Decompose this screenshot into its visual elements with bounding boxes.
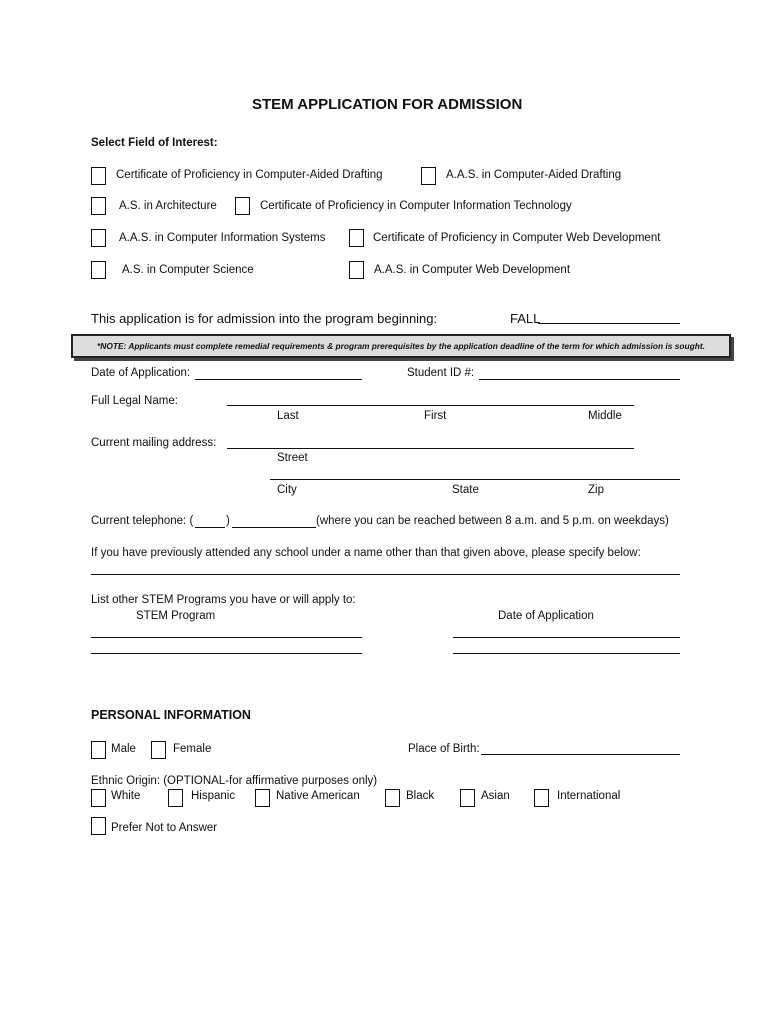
admission-text: This application is for admission into the program beginning:: [91, 311, 438, 326]
program-label-cert-cad: Certificate of Proficiency in Computer-Aided Drafting: [116, 169, 383, 181]
gender-label-male: Male: [111, 743, 136, 755]
other-programs-label: List other STEM Programs you have or will apply to:: [91, 594, 356, 606]
program-label-cert-web: Certificate of Proficiency in Computer Web Development: [373, 232, 661, 244]
note-banner: *NOTE: Applicants must complete remedial requirements & program prerequisites by the application deadline of the term for which admission is sought.: [71, 334, 731, 358]
name-part-last: Last: [277, 410, 299, 422]
other-program-date-field-2[interactable]: [453, 653, 680, 654]
personal-information-heading: PERSONAL INFORMATION: [91, 708, 251, 722]
address-part-city: City: [277, 484, 297, 496]
term-field[interactable]: [538, 323, 680, 324]
gender-checkbox-female[interactable]: [151, 741, 166, 759]
full-legal-name-label: Full Legal Name:: [91, 395, 178, 407]
ethnic-origin-label: Ethnic Origin: (OPTIONAL-for affirmative purposes only): [91, 775, 378, 787]
program-checkbox-cert-cad[interactable]: [91, 167, 106, 185]
previous-name-field[interactable]: [91, 574, 680, 575]
ethnic-checkbox-prefer-not[interactable]: [91, 817, 106, 835]
term-label: FALL: [510, 311, 541, 326]
street-label: Street: [277, 452, 308, 464]
program-label-aas-web: A.A.S. in Computer Web Development: [374, 264, 571, 276]
stem-program-header: STEM Program: [136, 610, 216, 622]
name-part-middle: Middle: [588, 410, 622, 422]
program-checkbox-as-cs[interactable]: [91, 261, 106, 279]
ethnic-label-white: White: [111, 790, 141, 802]
address-part-state: State: [452, 484, 479, 496]
full-legal-name-field[interactable]: [227, 405, 634, 406]
ethnic-label-asian: Asian: [481, 790, 510, 802]
program-checkbox-as-architecture[interactable]: [91, 197, 106, 215]
ethnic-checkbox-asian[interactable]: [460, 789, 475, 807]
ethnic-label-prefer-not: Prefer Not to Answer: [111, 822, 218, 834]
gender-checkbox-male[interactable]: [91, 741, 106, 759]
program-label-aas-cis: A.A.S. in Computer Information Systems: [119, 232, 326, 244]
telephone-label: Current telephone: (: [91, 515, 194, 527]
ethnic-label-international: International: [557, 790, 621, 802]
other-program-field-1[interactable]: [91, 637, 362, 638]
program-checkbox-aas-cad[interactable]: [421, 167, 436, 185]
mailing-address-label: Current mailing address:: [91, 437, 217, 449]
place-of-birth-field[interactable]: [481, 754, 680, 755]
ethnic-checkbox-hispanic[interactable]: [168, 789, 183, 807]
program-label-as-cs: A.S. in Computer Science: [122, 264, 254, 276]
student-id-field[interactable]: [479, 379, 680, 380]
program-label-as-architecture: A.S. in Architecture: [119, 200, 217, 212]
date-of-application-header: Date of Application: [498, 610, 594, 622]
previous-name-text: If you have previously attended any school under a name other than that given above, please specify below:: [91, 547, 641, 559]
telephone-paren-close: ): [226, 515, 230, 527]
ethnic-checkbox-black[interactable]: [385, 789, 400, 807]
program-checkbox-cert-cit[interactable]: [235, 197, 250, 215]
ethnic-label-hispanic: Hispanic: [191, 790, 236, 802]
other-program-field-2[interactable]: [91, 653, 362, 654]
ethnic-label-black: Black: [406, 790, 435, 802]
student-id-label: Student ID #:: [407, 367, 475, 379]
program-checkbox-aas-cis[interactable]: [91, 229, 106, 247]
mailing-city-state-zip-field[interactable]: [270, 479, 680, 480]
ethnic-label-native-american: Native American: [276, 790, 360, 802]
name-part-first: First: [424, 410, 447, 422]
telephone-hint: (where you can be reached between 8 a.m. and 5 p.m. on weekdays): [316, 515, 669, 527]
other-program-date-field-1[interactable]: [453, 637, 680, 638]
program-label-aas-cad: A.A.S. in Computer-Aided Drafting: [446, 169, 622, 181]
address-part-zip: Zip: [588, 484, 604, 496]
mailing-street-field[interactable]: [227, 448, 634, 449]
program-checkbox-cert-web[interactable]: [349, 229, 364, 247]
program-label-cert-cit: Certificate of Proficiency in Computer Information Technology: [260, 200, 572, 212]
place-of-birth-label: Place of Birth:: [408, 743, 480, 755]
date-of-application-label: Date of Application:: [91, 367, 191, 379]
field-of-interest-heading: Select Field of Interest:: [91, 137, 218, 149]
program-checkbox-aas-web[interactable]: [349, 261, 364, 279]
telephone-number-field[interactable]: [232, 527, 316, 528]
date-of-application-field[interactable]: [195, 379, 362, 380]
ethnic-checkbox-native-american[interactable]: [255, 789, 270, 807]
telephone-area-code-field[interactable]: [195, 527, 225, 528]
page-title: STEM APPLICATION FOR ADMISSION: [252, 96, 523, 113]
gender-label-female: Female: [173, 743, 212, 755]
ethnic-checkbox-white[interactable]: [91, 789, 106, 807]
ethnic-checkbox-international[interactable]: [534, 789, 549, 807]
